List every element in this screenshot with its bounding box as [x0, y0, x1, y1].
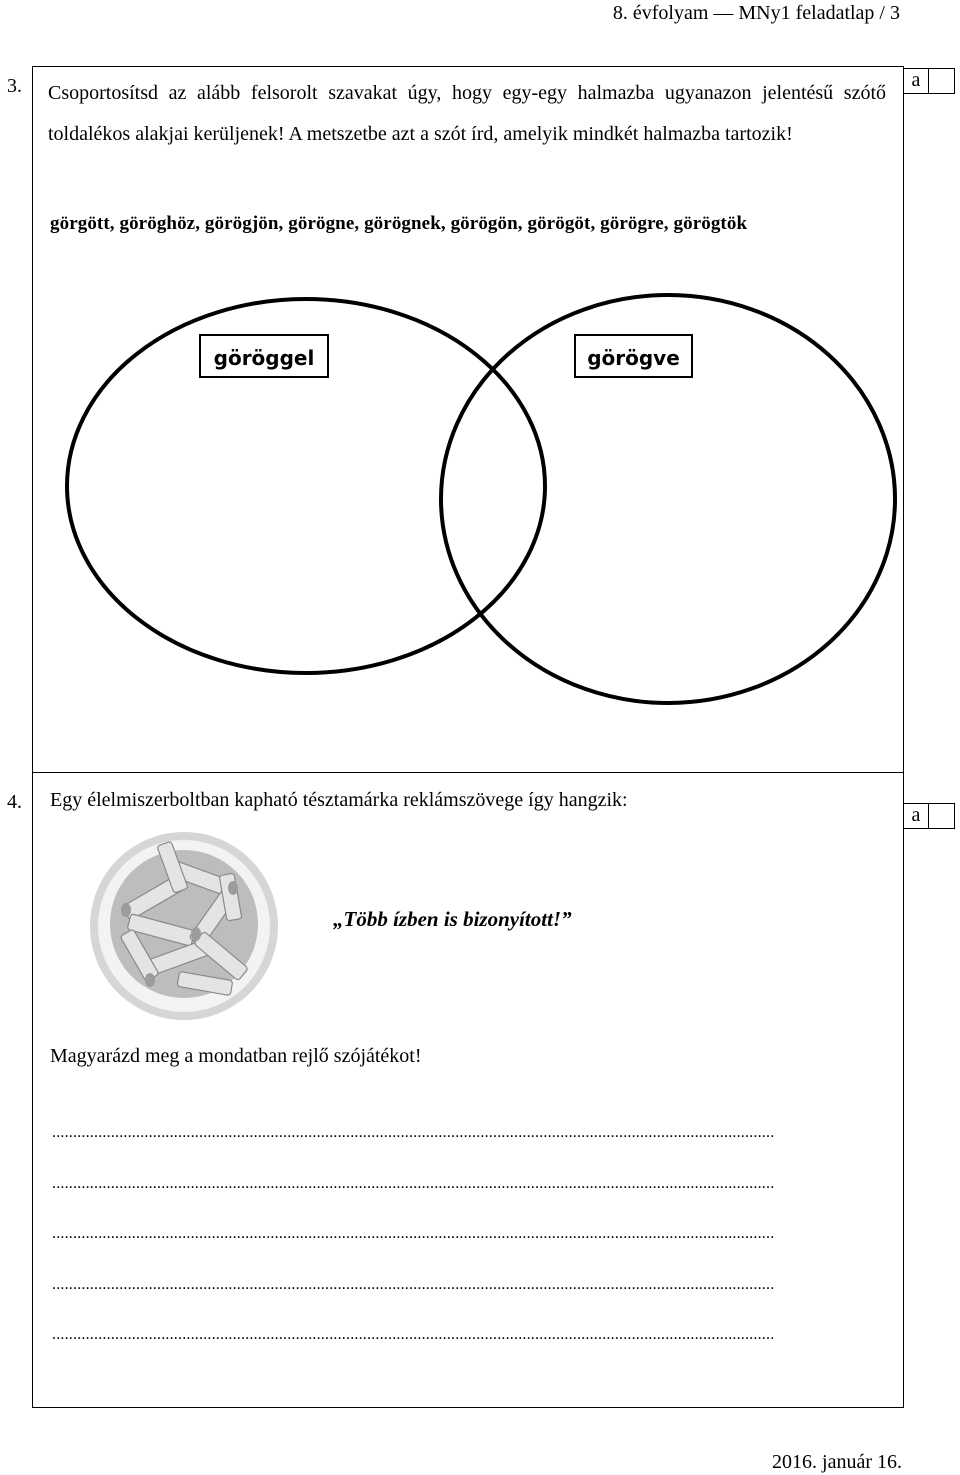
score-field[interactable] — [929, 803, 955, 829]
task4-score-box — [903, 803, 955, 829]
task4-intro: Egy élelmiszerboltban kapható tésztamárka reklámszövege így hangzik: — [50, 789, 628, 811]
pasta-bowl-icon — [88, 830, 280, 1022]
task3-number: 3. — [7, 75, 22, 97]
word-list: görgött, göröghöz, görögjön, görögne, görögnek, görögön, görögöt, görögre, görögtök — [50, 213, 748, 234]
score-label: a — [903, 803, 929, 829]
score-label: a — [903, 68, 929, 94]
answer-line[interactable]: ............................................................................................................................................................................ — [52, 1124, 775, 1141]
task4-number: 4. — [7, 791, 22, 813]
score-field[interactable] — [929, 68, 955, 94]
page-header: 8. évfolyam — MNy1 feladatlap / 3 — [612, 2, 900, 24]
answer-line[interactable]: ............................................................................................................................................................................ — [52, 1175, 775, 1192]
set-label-left: göröggel — [199, 334, 329, 378]
answer-line[interactable]: ............................................................................................................................................................................ — [52, 1225, 775, 1242]
footer-date: 2016. január 16. — [772, 1451, 902, 1473]
answer-line[interactable]: ............................................................................................................................................................................ — [52, 1326, 775, 1343]
slogan: „Több ízben is bizonyított!” — [333, 907, 572, 931]
task3-score-box — [903, 68, 955, 94]
task4-instruction: Magyarázd meg a mondatban rejlő szójátékot! — [50, 1045, 422, 1067]
set-label-right: görögve — [574, 334, 693, 378]
task3-instruction: Csoportosítsd az alább felsorolt szavakat úgy, hogy egy-egy halmazba ugyanazon jelentésű szótő toldalékos alakjai kerüljenek! A metszetbe azt a szót írd, amelyik mindkét halmazba tartozik! — [48, 82, 886, 145]
answer-line[interactable]: ............................................................................................................................................................................ — [52, 1276, 775, 1293]
